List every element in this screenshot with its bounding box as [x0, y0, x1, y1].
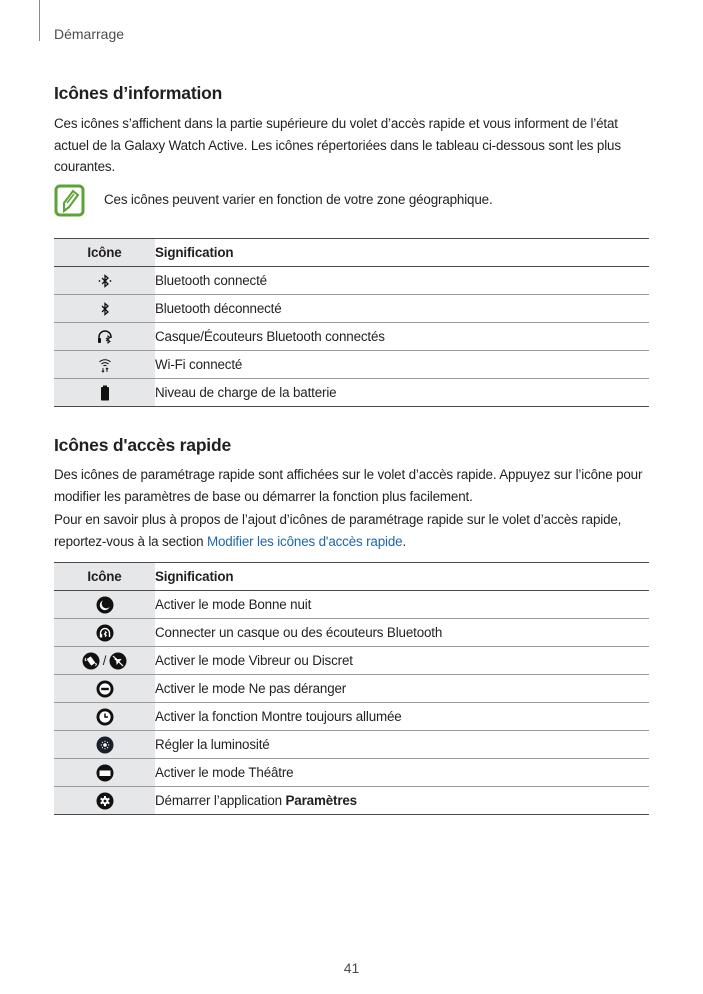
- paragraph-text: Pour en savoir plus à propos de l’ajout d’icônes de paramétrage rapide sur le volet d’accès rapide, reportez-vous à la section: [54, 512, 622, 549]
- section-intro-paragraph: Ces icônes s’affichent dans la partie supérieure du volet d’accès rapide et vous informent de l’état actuel de la Galaxy Watch Active. Les icônes répertoriées dans le tableau ci-dessous sont les plus courantes.: [54, 116, 621, 174]
- table-row: [54, 759, 649, 787]
- bluetooth-disconnected-icon: [99, 302, 111, 316]
- header-rule: [39, 0, 40, 41]
- row-meaning: Activer la fonction Montre toujours allumée: [155, 709, 402, 724]
- theater-mode-icon: [96, 764, 114, 782]
- wifi-connected-icon: [98, 357, 112, 373]
- table-row: [54, 675, 649, 703]
- page-number: 41: [343, 960, 360, 976]
- do-not-disturb-icon: [96, 680, 114, 698]
- row-meaning: Régler la luminosité: [155, 737, 270, 752]
- icon-separator: /: [102, 653, 107, 668]
- section-title-information-icons: Icônes d’information: [54, 83, 223, 103]
- section-quick-access-paragraph-2: [54, 509, 654, 552]
- column-header-meaning: Signification: [155, 245, 234, 260]
- brightness-icon: [96, 736, 114, 754]
- row-meaning: Bluetooth déconnecté: [155, 301, 282, 316]
- table-row: [54, 323, 649, 351]
- column-header-icon: Icône: [54, 563, 155, 591]
- row-meaning: Activer le mode Ne pas déranger: [155, 681, 347, 696]
- note-text: Ces icônes peuvent varier en fonction de votre zone géographique.: [104, 192, 493, 207]
- good-night-mode-icon: [96, 596, 114, 614]
- quick-access-icons-table: [54, 562, 649, 815]
- bluetooth-headset-quick-icon: [96, 624, 114, 642]
- section-title-quick-access-icons: Icônes d'accès rapide: [54, 435, 231, 455]
- table-row: [54, 267, 649, 295]
- table-row: [54, 591, 649, 619]
- settings-app-name: Paramètres: [285, 793, 357, 808]
- table-row: [54, 731, 649, 759]
- row-meaning: Niveau de charge de la batterie: [155, 385, 337, 400]
- vibrate-icon: [82, 652, 100, 670]
- settings-icon: [96, 792, 114, 810]
- table-row: [54, 295, 649, 323]
- table-header-row: [54, 239, 649, 267]
- row-meaning: Wi-Fi connecté: [155, 357, 243, 372]
- always-on-watch-icon: [96, 708, 114, 726]
- row-meaning: Bluetooth connecté: [155, 273, 267, 288]
- table-row: [54, 787, 649, 815]
- table-row: [54, 647, 649, 675]
- note-pen-icon: [54, 184, 85, 217]
- row-meaning: Activer le mode Théâtre: [155, 765, 294, 780]
- table-row: [54, 619, 649, 647]
- column-header-meaning: Signification: [155, 569, 234, 584]
- mute-icon: [109, 652, 127, 670]
- battery-icon: [100, 385, 110, 401]
- section-quick-access-paragraph-1: Des icônes de paramétrage rapide sont affichées sur le volet d’accès rapide. Appuyez sur l’icône pour modifier les paramètres de base ou démarrer la fonction plus facilement.: [54, 467, 643, 504]
- table-row: [54, 379, 649, 407]
- row-meaning: Activer le mode Vibreur ou Discret: [155, 653, 353, 668]
- bluetooth-headset-icon: [97, 330, 113, 344]
- row-meaning: Casque/Écouteurs Bluetooth connectés: [155, 329, 385, 344]
- table-row: [54, 351, 649, 379]
- row-meaning: Activer le mode Bonne nuit: [155, 597, 312, 612]
- edit-quick-icons-link[interactable]: Modifier les icônes d'accès rapide: [207, 533, 403, 549]
- bluetooth-connected-icon: [97, 274, 113, 288]
- table-header-row: [54, 563, 649, 591]
- row-meaning: [155, 787, 649, 815]
- table-row: [54, 703, 649, 731]
- row-meaning: Connecter un casque ou des écouteurs Bluetooth: [155, 625, 443, 640]
- running-head: Démarrage: [54, 26, 125, 42]
- column-header-icon: Icône: [54, 239, 155, 267]
- information-icons-table: [54, 238, 649, 407]
- paragraph-suffix: .: [402, 533, 407, 549]
- meaning-prefix: Démarrer l’application: [155, 793, 286, 808]
